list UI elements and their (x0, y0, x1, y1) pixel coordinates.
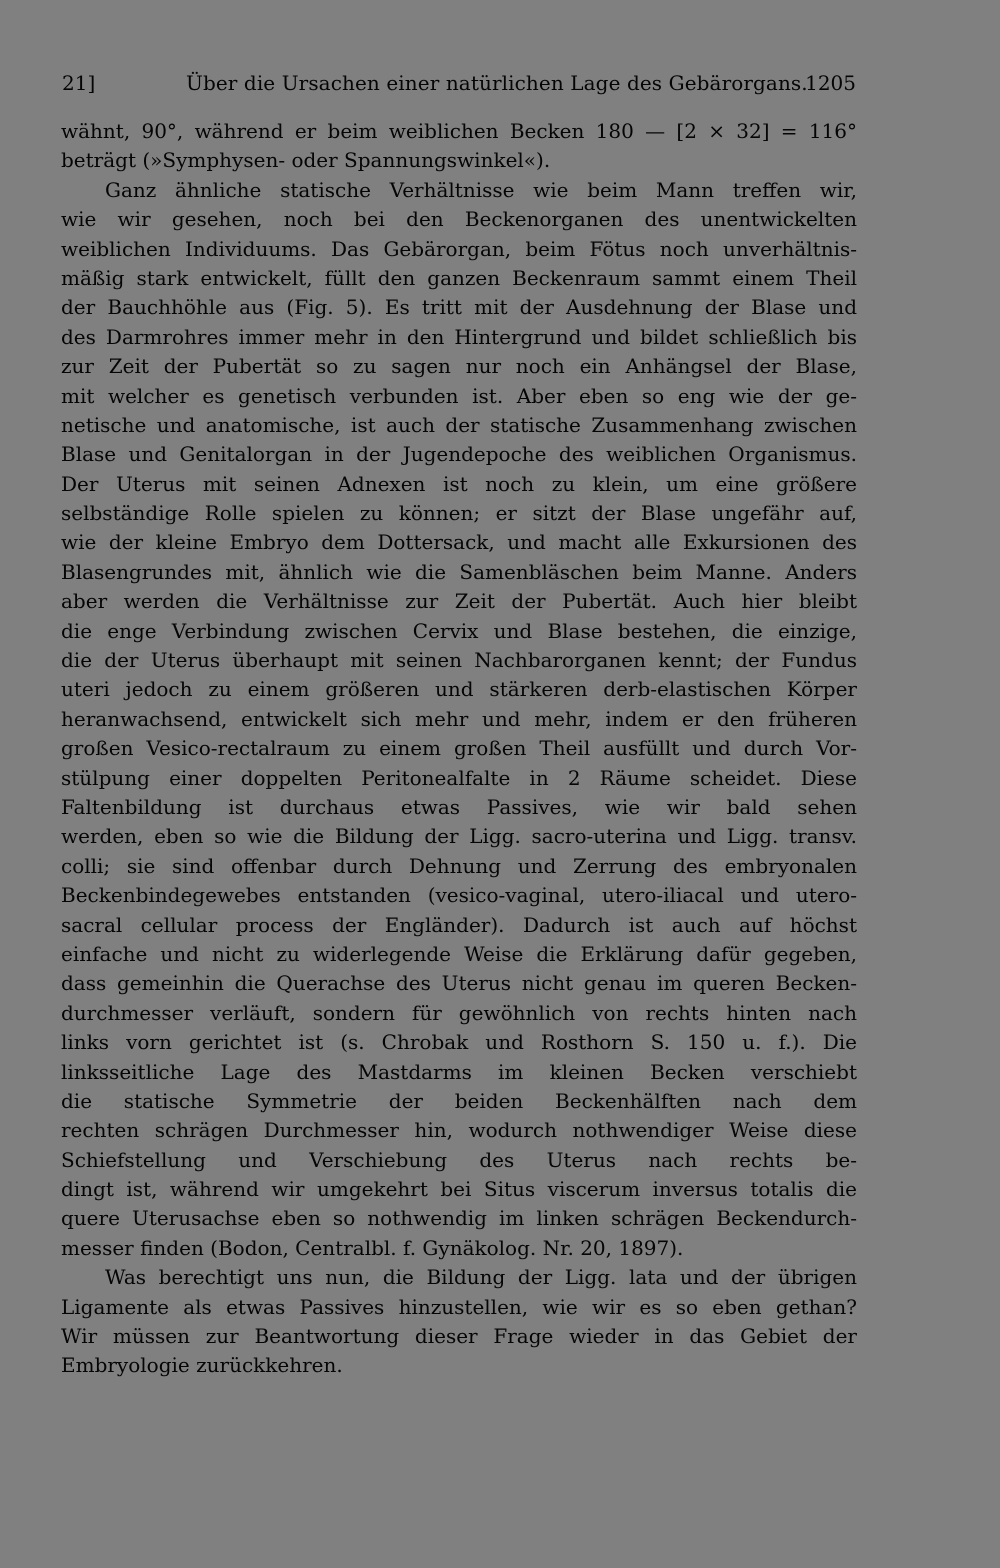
text-line: Faltenbildung ist durchaus etwas Passives, wie wir bald sehen (61, 794, 857, 819)
text-line: weiblichen Individuums. Das Gebärorgan, beim Fötus noch unverhältnis- (61, 236, 857, 261)
page-number-right: 1205 (805, 71, 856, 95)
text-line: mit welcher es genetisch verbunden ist. Aber eben so eng wie der ge- (61, 383, 857, 408)
text-line: beträgt (»Symphysen- oder Spannungswinkel«). (61, 148, 551, 173)
text-line: dass gemeinhin die Querachse des Uterus nicht genau im queren Becken- (61, 971, 857, 996)
text-line: des Darmrohres immer mehr in den Hintergrund und bildet schließlich bis (61, 324, 857, 349)
text-line: wie wir gesehen, noch bei den Beckenorganen des unentwickelten (61, 207, 857, 232)
text-line: heranwachsend, entwickelt sich mehr und mehr, indem er den früheren (61, 706, 857, 731)
text-line: mäßig stark entwickelt, füllt den ganzen Beckenraum sammt einem Theil (61, 265, 857, 290)
running-title: Über die Ursachen einer natürlichen Lage des Gebärorgans. (186, 71, 808, 95)
text-line: dingt ist, während wir umgekehrt bei Situs viscerum inversus totalis die (61, 1177, 857, 1202)
text-line: uteri jedoch zu einem größeren und stärkeren derb-elastischen Körper (61, 677, 857, 702)
text-line: großen Vesico-rectalraum zu einem großen Theil ausfüllt und durch Vor- (61, 736, 857, 761)
text-line: sacral cellular process der Engländer). Dadurch ist auch auf höchst (61, 912, 857, 937)
text-line: aber werden die Verhältnisse zur Zeit der Pubertät. Auch hier bleibt (61, 589, 857, 614)
text-line: Blase und Genitalorgan in der Jugendepoche des weiblichen Organismus. (61, 442, 857, 467)
text-line: stülpung einer doppelten Peritonealfalte in 2 Räume scheidet. Diese (61, 765, 857, 790)
text-line: messer finden (Bodon, Centralbl. f. Gynäkolog. Nr. 20, 1897). (61, 1235, 684, 1260)
text-line: zur Zeit der Pubertät so zu sagen nur noch ein Anhängsel der Blase, (61, 354, 857, 379)
text-line: Was berechtigt uns nun, die Bildung der Ligg. lata und der übrigen (105, 1265, 857, 1290)
text-line: durchmesser verläuft, sondern für gewöhnlich von rechts hinten nach (61, 1000, 857, 1025)
text-line: Ganz ähnliche statische Verhältnisse wie beim Mann treffen wir, (105, 177, 857, 202)
text-line: colli; sie sind offenbar durch Dehnung und Zerrung des embryonalen (61, 853, 857, 878)
text-line: Beckenbindegewebes entstanden (vesico-vaginal, utero-iliacal und utero- (61, 883, 857, 908)
text-line: links vorn gerichtet ist (s. Chrobak und Rosthorn S. 150 u. f.). Die (61, 1030, 857, 1055)
text-line: werden, eben so wie die Bildung der Ligg. sacro-uterina und Ligg. transv. (61, 824, 857, 849)
text-line: linksseitliche Lage des Mastdarms im kleinen Becken verschiebt (61, 1059, 857, 1084)
page-number-left: 21] (62, 71, 96, 95)
text-line: Der Uterus mit seinen Adnexen ist noch zu klein, um eine größere (61, 471, 857, 496)
text-line: Wir müssen zur Beantwortung dieser Frage wieder in das Gebiet der (61, 1324, 857, 1349)
running-head (62, 68, 856, 98)
text-line: die der Uterus überhaupt mit seinen Nachbarorganen kennt; der Fundus (61, 648, 857, 673)
text-line: der Bauchhöhle aus (Fig. 5). Es tritt mit der Ausdehnung der Blase und (61, 295, 857, 320)
text-line: die statische Symmetrie der beiden Beckenhälften nach dem (61, 1088, 857, 1113)
text-line: quere Uterusachse eben so nothwendig im linken schrägen Beckendurch- (61, 1206, 857, 1231)
text-line: rechten schrägen Durchmesser hin, wodurch nothwendiger Weise diese (61, 1118, 857, 1143)
text-line: netische und anatomische, ist auch der statische Zusammenhang zwischen (61, 412, 857, 437)
text-line: wähnt, 90°, während er beim weiblichen Becken 180 — [2 × 32] = 116° (61, 119, 857, 143)
text-line: Ligamente als etwas Passives hinzustellen, wie wir es so eben gethan? (61, 1294, 857, 1319)
text-line: selbständige Rolle spielen zu können; er sitzt der Blase ungefähr auf, (61, 501, 857, 526)
text-line: einfache und nicht zu widerlegende Weise die Erklärung dafür gegeben, (61, 941, 857, 966)
body-text (61, 117, 857, 1381)
text-line: Schiefstellung und Verschiebung des Uterus nach rechts be- (61, 1147, 857, 1172)
text-line: wie der kleine Embryo dem Dottersack, und macht alle Exkursionen des (61, 530, 857, 555)
text-line: Blasengrundes mit, ähnlich wie die Samenbläschen beim Manne. Anders (61, 559, 857, 584)
text-line: Embryologie zurückkehren. (61, 1353, 343, 1378)
text-line: die enge Verbindung zwischen Cervix und Blase bestehen, die einzige, (61, 618, 857, 643)
